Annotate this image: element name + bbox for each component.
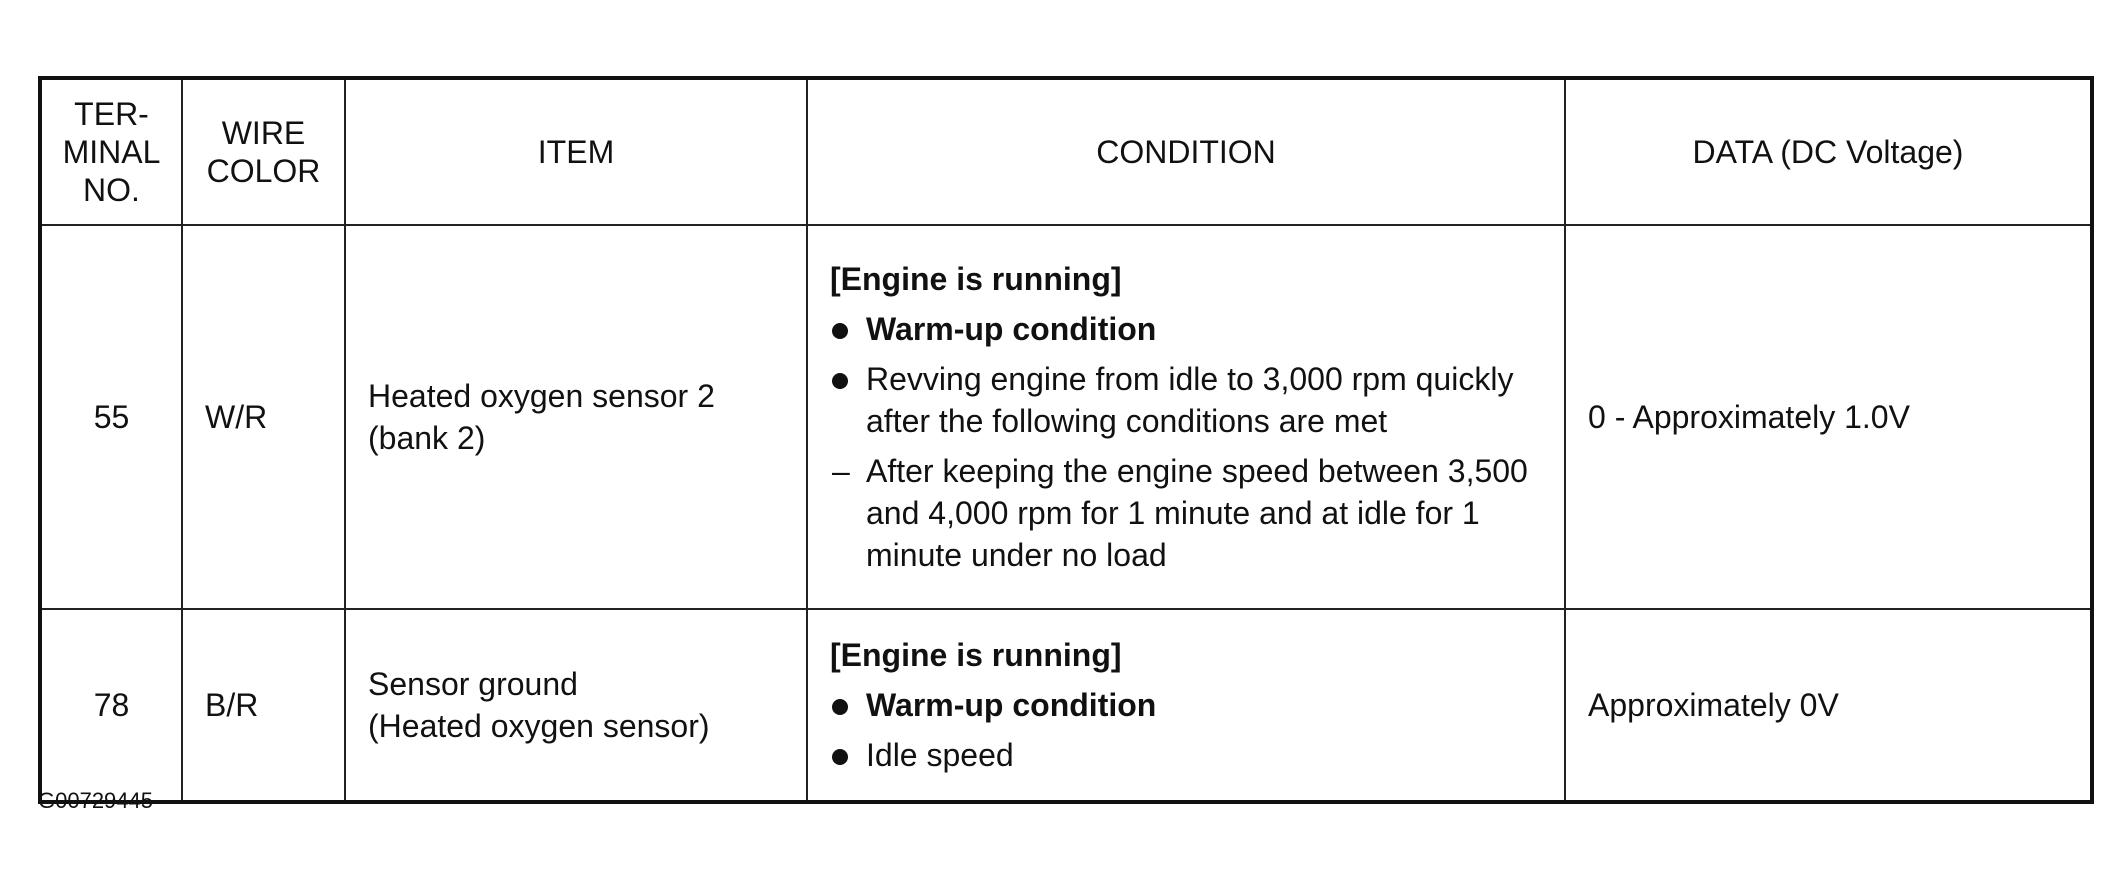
condition-line bbox=[830, 358, 1554, 442]
terminal-no-cell: 55 bbox=[40, 225, 182, 609]
item-cell: Sensor ground (Heated oxygen sensor) bbox=[345, 609, 807, 802]
table-row bbox=[40, 609, 2092, 802]
item-cell: Heated oxygen sensor 2 (bank 2) bbox=[345, 225, 807, 609]
bullet-icon bbox=[832, 749, 848, 765]
condition-text: After keeping the engine speed between 3,500 and 4,000 rpm for 1 minute and at idle for 1 minute under no load bbox=[866, 453, 1528, 573]
wire-color-cell: B/R bbox=[182, 609, 345, 802]
data-cell: Approximately 0V bbox=[1565, 609, 2092, 802]
condition-heading: [Engine is running] bbox=[830, 261, 1122, 297]
figure-id: G00729445 bbox=[38, 788, 153, 813]
condition-text: Revving engine from idle to 3,000 rpm quickly after the following conditions are met bbox=[866, 361, 1514, 439]
header-data: DATA (DC Voltage) bbox=[1565, 78, 2092, 225]
condition-heading: [Engine is running] bbox=[830, 637, 1122, 673]
header-terminal-no: TER- MINAL NO. bbox=[40, 78, 182, 225]
table-header-row bbox=[40, 78, 2092, 225]
dash-icon: – bbox=[832, 453, 850, 489]
terminal-data-table bbox=[38, 76, 2094, 804]
bullet-icon bbox=[832, 323, 848, 339]
condition-text: Warm-up condition bbox=[866, 311, 1157, 347]
table-row bbox=[40, 225, 2092, 609]
condition-line bbox=[830, 308, 1554, 350]
bullet-icon bbox=[832, 373, 848, 389]
wire-color-cell: W/R bbox=[182, 225, 345, 609]
terminal-no-cell: 78 bbox=[40, 609, 182, 802]
data-cell: 0 - Approximately 1.0V bbox=[1565, 225, 2092, 609]
condition-line bbox=[830, 734, 1554, 776]
header-condition: CONDITION bbox=[807, 78, 1565, 225]
header-wire-color: WIRE COLOR bbox=[182, 78, 345, 225]
condition-text: Idle speed bbox=[866, 737, 1014, 773]
condition-text: Warm-up condition bbox=[866, 687, 1157, 723]
header-item: ITEM bbox=[345, 78, 807, 225]
condition-cell bbox=[807, 609, 1565, 802]
condition-cell bbox=[807, 225, 1565, 609]
condition-line bbox=[830, 684, 1554, 726]
condition-line bbox=[830, 450, 1554, 576]
bullet-icon bbox=[832, 699, 848, 715]
